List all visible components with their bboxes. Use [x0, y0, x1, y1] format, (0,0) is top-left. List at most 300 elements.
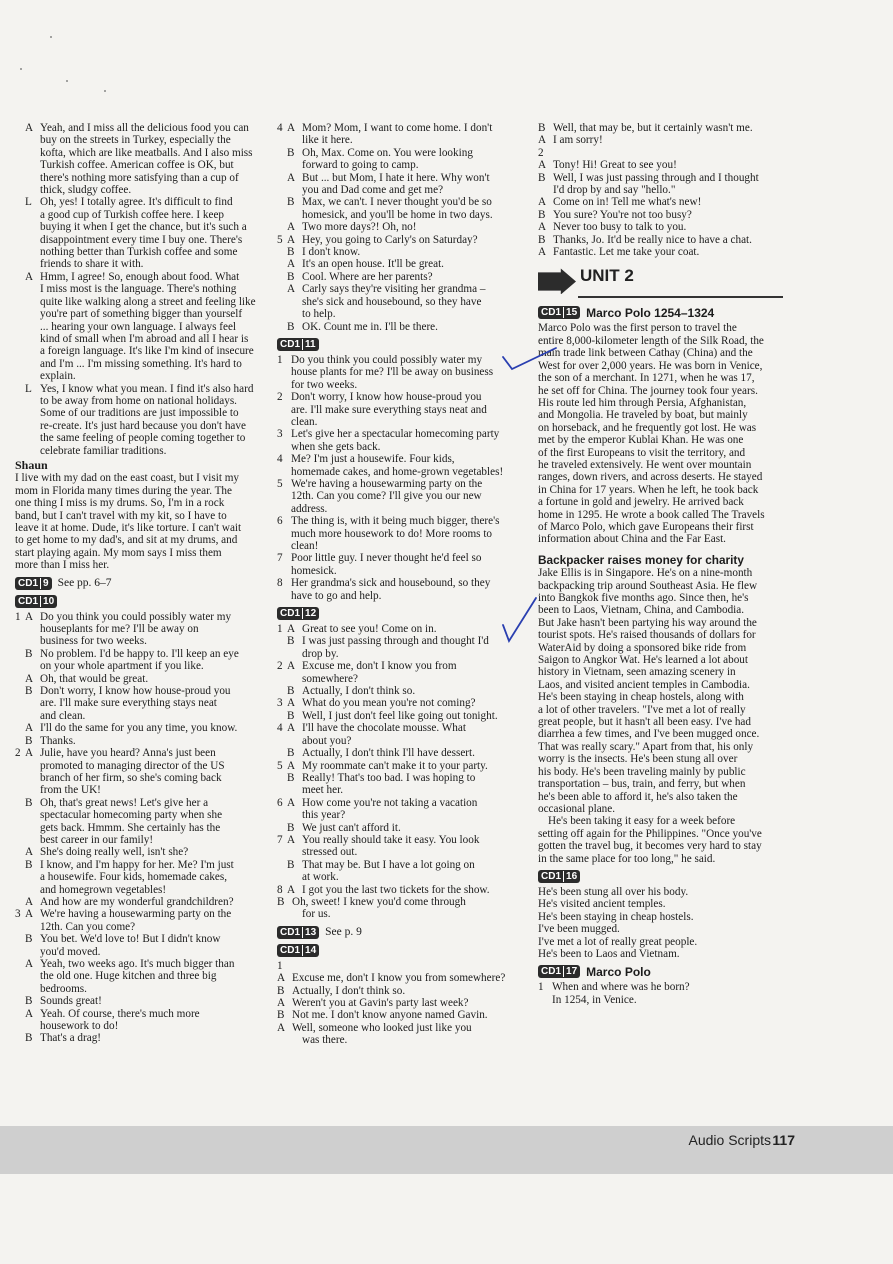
dialogue-line: [15, 1032, 262, 1044]
text-line: friends to share it with.: [40, 258, 144, 271]
text-line: business for two weeks.: [40, 635, 147, 648]
line-text: We just can't afford it.: [302, 821, 401, 834]
text-line: His route led him through Persia, Afghanistan,: [538, 396, 747, 409]
item-number-spacer: [277, 283, 287, 295]
text-line: transportation – bus, train, and ferry, but when: [538, 778, 746, 791]
text-line: into Bangkok five months ago. Since then, he's: [538, 592, 749, 604]
text-line: to help.: [302, 308, 336, 321]
track-number: 12: [305, 608, 317, 620]
dialogue-line: [277, 271, 525, 283]
text-line: gotten the travel bug, it becomes very hard to stay: [538, 840, 762, 853]
line-text: Poor little guy. I never thought he'd feel so: [291, 552, 482, 565]
dialogue-line: [277, 660, 525, 672]
text-line: are. I'll make sure everything stays neat: [40, 697, 217, 710]
line-text: Well, someone who looked just like you: [292, 1021, 472, 1034]
line-text: Excuse me, don't I know you from somewhere?: [292, 972, 506, 985]
speaker-label: B: [25, 933, 33, 946]
track-number: 14: [305, 944, 317, 956]
line-text: Actually, I don't think so.: [292, 984, 406, 997]
line-text: Do you think you could possibly water my: [40, 610, 232, 623]
text-line: I miss most is the language. There's nothing: [40, 283, 237, 296]
text-line: the same feeling of people coming together to: [40, 432, 246, 445]
track-heading: [277, 607, 525, 620]
item-number: 6: [277, 515, 283, 528]
line-text: Julie, have you heard? Anna's just been: [40, 747, 216, 760]
text-line: you and Dad come and get me?: [302, 184, 444, 197]
dialogue-line: [277, 884, 525, 896]
page-footer: [0, 1126, 893, 1174]
dialogue-line: [277, 172, 525, 184]
text-line: stressed out.: [302, 846, 358, 859]
dialogue-line: [15, 685, 262, 697]
text-line: homesick, and you'll be home in two days.: [302, 208, 493, 221]
dialogue-line: [538, 234, 783, 246]
item-number-spacer: [277, 147, 287, 159]
speaker-label: B: [287, 146, 295, 159]
text-line: ... hearing your own language. I always feel: [40, 320, 237, 333]
speaker-label: A: [25, 895, 34, 908]
text-line: on your whole apartment if you like.: [40, 660, 204, 673]
text-line: ranges, down rivers, and across deserts. He stayed: [538, 471, 763, 484]
text-line: I've met a lot of really great people.: [538, 935, 698, 948]
dialogue-line: [15, 995, 262, 1007]
text-line: have to go and help.: [291, 589, 382, 602]
text-line: He's been taking it easy for a week before: [548, 815, 736, 828]
speaker-label: B: [25, 796, 33, 809]
text-line: Jake Ellis is in Singapore. He's on a nine-month: [538, 567, 753, 580]
track-number: 10: [43, 595, 55, 607]
numbered-line: [277, 354, 525, 366]
speaker-label: B: [25, 995, 33, 1008]
dialogue-continuation: [538, 122, 783, 258]
dialogue-line: [277, 972, 525, 984]
numbered-line: [277, 478, 525, 490]
text-line: gets back. Hmmm. She certainly has the: [40, 821, 221, 834]
dialogue-line: [15, 383, 262, 395]
track-number: 11: [305, 338, 316, 350]
dialogue-line: [277, 258, 525, 270]
line-text: Oh, that would be great.: [40, 672, 149, 685]
speaker-label: A: [287, 660, 296, 673]
text-line: I'd drop by and say "hello.": [553, 184, 676, 197]
speaker-name: Shaun: [15, 457, 48, 472]
item-number-spacer: [15, 896, 25, 908]
text-line: disappointment every time I buy one. There's: [40, 233, 243, 246]
speaker-label: A: [538, 196, 547, 209]
dialogue-line: [15, 271, 262, 283]
text-line: one thing I miss is my drums. So, I'm in a rock: [15, 497, 225, 510]
text-line: for two weeks.: [291, 378, 358, 391]
cd-track-badge: [15, 595, 57, 608]
item-number-spacer: [277, 710, 287, 722]
unit-2-scripts: [538, 306, 783, 1006]
text-line: she's sick and housebound, so they have: [302, 295, 482, 308]
column-right: [538, 122, 783, 1006]
item-number-spacer: [277, 196, 287, 208]
text-line: kind of small when I'm abroad and all I hear is: [40, 332, 249, 345]
speaker-label: A: [538, 221, 547, 234]
text-line: a lot of other travelers. "I've met a lot of really: [538, 703, 746, 716]
line-text: Come on in! Tell me what's new!: [553, 196, 702, 209]
track-heading: [277, 944, 525, 957]
cd-label: CD1: [280, 944, 301, 956]
item-number-spacer: [15, 648, 25, 660]
text-line: was there.: [302, 1034, 348, 1047]
badge-divider: [302, 608, 303, 619]
text-line: drop by.: [302, 647, 339, 660]
text-line: entire 8,000-kilometer length of the Silk Road, the: [538, 334, 764, 347]
item-number: 1: [277, 353, 283, 366]
speaker-label: A: [277, 1021, 286, 1034]
line-text: Really! That's too bad. I was hoping to: [302, 771, 476, 784]
speaker-label: B: [287, 635, 295, 648]
cd-track-badge: [277, 944, 319, 957]
line-text: We're having a housewarming party on the: [291, 477, 483, 490]
dialogue-line: [277, 623, 525, 635]
text-line: That was really scary." Apart from that, his only: [538, 740, 754, 753]
text-line: buy on the streets in Turkey, especially the: [40, 134, 231, 147]
item-number-spacer: [277, 685, 287, 697]
dialogue-line: [15, 958, 262, 970]
dialogue-line: [277, 234, 525, 246]
text-line: re-create. It's just hard because you don't have: [40, 419, 246, 432]
line-text: OK. Count me in. I'll be there.: [302, 320, 438, 333]
text-line: houseplants for me? I'll be away on: [40, 623, 199, 636]
text-line: for us.: [302, 908, 331, 921]
column-left: [15, 122, 262, 1045]
text-line: In 1254, in Venice.: [552, 993, 637, 1006]
dialogue-line: [15, 196, 262, 208]
text-line: on horseback, and he frequently got lost. He was: [538, 421, 757, 434]
line-text: Don't worry, I know how house-proud you: [291, 391, 482, 404]
item-number: 2: [15, 747, 21, 760]
speaker-label: L: [25, 382, 32, 395]
badge-divider: [563, 871, 564, 882]
line-text: You bet. We'd love to! But I didn't know: [40, 933, 221, 946]
line-text: Actually, I don't think so.: [302, 685, 416, 698]
text-line: diarrhea a few times, and I've been mugged once.: [538, 728, 760, 741]
track-heading: [277, 926, 525, 939]
cd-track-badge: [277, 926, 319, 939]
text-line: promoted to managing director of the US: [40, 759, 225, 772]
cd-track-badge: [538, 965, 580, 978]
text-line: you're part of something bigger than yourself: [40, 308, 243, 321]
dialogue-line: [277, 772, 525, 784]
speaker-label: A: [287, 697, 296, 710]
dialogue-line: [538, 122, 783, 134]
text-line: thick, sludgy coffee.: [40, 184, 132, 197]
line-text: Oh, yes! I totally agree. It's difficult to find: [40, 196, 233, 209]
line-text: Actually, I don't think I'll have dessert.: [302, 747, 475, 760]
speaker-label: B: [287, 709, 295, 722]
dialogue-line: [277, 221, 525, 233]
item-number-spacer: [277, 271, 287, 283]
speaker-label: A: [287, 759, 296, 772]
speaker-label: A: [25, 722, 34, 735]
unit-heading: [538, 264, 783, 298]
section-title: Marco Polo: [586, 964, 651, 979]
text-line: and homegrown vegetables!: [40, 883, 167, 896]
item-number: 8: [277, 577, 283, 590]
text-line: celebrate familiar traditions.: [40, 444, 167, 457]
text-line: mom in Florida many times during the year. The: [15, 484, 232, 497]
line-text: When and where was he born?: [552, 981, 690, 994]
text-line: 12th. Can you come? I'll give you our new: [291, 490, 482, 503]
line-text: Oh, sweet! I knew you'd come through: [292, 895, 466, 908]
dialogue-line: [277, 1009, 525, 1021]
dialogue-line: [277, 1022, 525, 1034]
speaker-label: B: [287, 858, 295, 871]
dialogue-line: [277, 859, 525, 871]
dialogue-line: [277, 635, 525, 647]
text-line: Some of our traditions are just impossible to: [40, 407, 239, 420]
speaker-label: B: [287, 246, 295, 259]
line-text: Hmm, I agree! So, enough about food. What: [40, 270, 240, 283]
item-number-spacer: [15, 995, 25, 1007]
item-number: 6: [277, 796, 283, 809]
text-line: worry is the insects. He's been stung all over: [538, 753, 738, 766]
numbered-line: [538, 981, 783, 993]
text-line: when she gets back.: [291, 440, 381, 453]
line-text: Cool. Where are her parents?: [302, 270, 433, 283]
item-number-spacer: [277, 772, 287, 784]
text-line: of the first Europeans to visit the territory, and: [538, 446, 746, 459]
dialogue-line: [538, 246, 783, 258]
section-title: Marco Polo 1254–1324: [586, 305, 715, 320]
speaker-label: B: [25, 1032, 33, 1045]
item-number-spacer: [277, 221, 287, 233]
item-number: 5: [277, 233, 283, 246]
text-line: information about China and the Far East.: [538, 533, 726, 546]
text-line: and clean.: [40, 709, 86, 722]
speaker-label: A: [287, 623, 296, 636]
cd-label: CD1: [18, 577, 39, 589]
text-line: and I'm ... I'm missing something. It's hard to: [40, 357, 242, 370]
speaker-label: A: [25, 122, 34, 134]
text-line: the son of a merchant. In 1271, when he was 17,: [538, 372, 755, 385]
item-number-spacer: [15, 271, 25, 283]
text-line: bedrooms.: [40, 982, 87, 995]
text-line: he's been able to afford it, he's also taken the: [538, 790, 738, 803]
line-text: Oh, Max. Come on. You were looking: [302, 146, 473, 159]
badge-divider: [563, 966, 564, 977]
numbered-line: [277, 515, 525, 527]
line-text: Fantastic. Let me take your coat.: [553, 246, 700, 259]
speaker-label: B: [277, 984, 285, 997]
item-number-spacer: [15, 797, 25, 809]
item-number: 3: [277, 428, 283, 441]
speaker-label: B: [287, 270, 295, 283]
dialogue-line: [277, 747, 525, 759]
track-heading: [277, 338, 525, 351]
dialogue-line: [277, 147, 525, 159]
text-line: to be away from home on national holidays.: [40, 394, 237, 407]
line-text: I got you the last two tickets for the show.: [302, 883, 490, 896]
speaker-label: B: [25, 734, 33, 747]
line-text: Her grandma's sick and housebound, so they: [291, 577, 491, 590]
text-line: in China for 17 years. When he left, he took back: [538, 483, 759, 496]
speaker-label: B: [277, 895, 285, 908]
paper-speck: [50, 36, 52, 38]
badge-divider: [302, 945, 303, 956]
text-line: much more housework to do! More rooms to: [291, 527, 493, 540]
dialogue-line: [15, 896, 262, 908]
speaker-label: A: [25, 958, 34, 970]
item-number-spacer: [15, 722, 25, 734]
speaker-label: A: [287, 221, 296, 234]
item-number-spacer: [15, 122, 25, 134]
speaker-label: B: [287, 747, 295, 760]
dialogue-line: [15, 933, 262, 945]
cd-note: See p. 9: [325, 926, 362, 939]
text-line: backpacking trip around Southeast Asia. He flew: [538, 579, 758, 592]
line-text: I am sorry!: [553, 134, 603, 147]
line-text: Don't worry, I know how house-proud you: [40, 685, 231, 698]
dialogue-line: [277, 196, 525, 208]
text-line: at work.: [302, 871, 339, 884]
line-text: Oh, that's great news! Let's give her a: [40, 796, 209, 809]
cd-label: CD1: [280, 338, 301, 350]
text-line: kofta, which are like meatballs. And I also miss: [40, 146, 253, 159]
speaker-label: B: [25, 647, 33, 660]
text-line: But Jake hasn't been partying his way around the: [538, 616, 757, 629]
item-number-spacer: [15, 196, 25, 208]
item-number: 4: [277, 453, 283, 466]
line-text: Carly says they're visiting her grandma –: [302, 283, 486, 296]
speaker-label: A: [538, 159, 547, 172]
track-heading: [15, 577, 262, 590]
track-number: 13: [305, 926, 317, 938]
text-line: you'd moved.: [40, 945, 101, 958]
cd-label: CD1: [18, 595, 39, 607]
item-number-spacer: [15, 846, 25, 858]
text-line: house plants for me? I'll be away on business: [291, 366, 494, 379]
speaker-label: A: [277, 997, 286, 1009]
text-line: West for over 2,000 years. He was born in Venice,: [538, 359, 763, 372]
text-line: quite like walking along a street and feeling like: [40, 295, 256, 308]
dialogue-line: [277, 985, 525, 997]
item-number: 8: [277, 883, 283, 896]
speaker-label: A: [287, 283, 296, 296]
speaker-label: B: [287, 320, 295, 333]
speaker-label: B: [287, 196, 295, 209]
dialogue-line: [538, 209, 783, 221]
line-text: Tony! Hi! Great to see you!: [553, 159, 677, 172]
speaker-label: B: [538, 171, 546, 184]
text-line: I've been mugged.: [538, 923, 620, 936]
track-heading: [538, 965, 783, 978]
speaker-label: A: [287, 258, 296, 271]
line-text: Well, that may be, but it certainly wasn't me.: [553, 122, 753, 134]
line-text: I was just passing through and thought I'd: [302, 635, 489, 648]
dialogue-line: [277, 722, 525, 734]
text-line: Turkish coffee. American coffee is OK, but: [40, 159, 234, 172]
text-line: occasional plane.: [538, 802, 616, 815]
speaker-label: B: [25, 685, 33, 698]
line-text: And how are my wonderful grandchildren?: [40, 895, 234, 908]
line-text: Yeah, and I miss all the delicious food you can: [40, 122, 249, 134]
speaker-label: A: [287, 883, 296, 896]
text-line: about you?: [302, 734, 352, 747]
item-number: 5: [277, 759, 283, 772]
cd-track-badge: [277, 338, 319, 351]
line-text: That may be. But I have a lot going on: [302, 858, 475, 871]
numbered-line: [277, 577, 525, 589]
speaker-label: A: [287, 171, 296, 184]
dialogue-line: [15, 846, 262, 858]
text-line: meet her.: [302, 784, 344, 797]
text-line: 12th. Can you come?: [40, 920, 136, 933]
dialogue-line: [15, 673, 262, 685]
item-number: 1: [15, 610, 21, 623]
dialogue-line: [15, 747, 262, 759]
text-line: home in 1295. He wrote a book called The Travels: [538, 508, 765, 521]
line-text: She's doing really well, isn't she?: [40, 846, 189, 859]
line-text: No problem. I'd be happy to. I'll keep an eye: [40, 647, 239, 660]
line-text: Hey, you going to Carly's on Saturday?: [302, 233, 478, 246]
speaker-label: A: [287, 122, 296, 134]
line-text: I don't know.: [302, 246, 361, 259]
text-line: met by the emperor Kublai Khan. He was one: [538, 434, 744, 447]
text-line: a housewife. Four kids, homemade cakes,: [40, 871, 228, 884]
unit-label: UNIT 2: [580, 266, 634, 286]
line-text: I'll do the same for you any time, you know.: [40, 722, 238, 735]
text-line: nothing better than Turkish coffee and some: [40, 246, 238, 259]
line-text: Yeah, two weeks ago. It's much bigger than: [40, 958, 235, 970]
unit-rule: [578, 296, 783, 298]
text-line: forward to going to camp.: [302, 159, 419, 172]
dialogue-line: [277, 797, 525, 809]
line-text: Sounds great!: [40, 995, 102, 1008]
text-line: buying it when I get the chance, but it's such a: [40, 221, 247, 234]
line-text: I'll have the chocolate mousse. What: [302, 722, 466, 735]
track-number: 15: [566, 307, 578, 319]
text-line: clean!: [291, 540, 319, 552]
item-number-spacer: [277, 859, 287, 871]
numbered-line: [277, 428, 525, 440]
cd-track-badge: [277, 607, 319, 620]
line-text: My roommate can't make it to your party.: [302, 759, 488, 772]
line-text: Well, I just don't feel like going out tonight.: [302, 709, 498, 722]
dialogue-line: [277, 710, 525, 722]
text-line: leave it at home. Dude, it's like torture. I can't wait: [15, 522, 242, 534]
item-number: 3: [15, 908, 21, 921]
text-line: clean.: [291, 415, 318, 428]
item-number-spacer: [15, 1032, 25, 1044]
dialogue-line: [15, 797, 262, 809]
dialogue-line: [277, 246, 525, 258]
line-text: How come you're not taking a vacation: [302, 796, 478, 809]
speaker-label: A: [538, 134, 547, 147]
line-text: But ... but Mom, I hate it here. Why won't: [302, 171, 490, 184]
track-number: 16: [566, 870, 578, 882]
text-line: of Marco Polo, which gave Europeans their first: [538, 520, 754, 533]
text-line: he set off for China. The journey took four years.: [538, 384, 758, 397]
cd-label: CD1: [280, 608, 301, 620]
spacer: [538, 546, 783, 552]
column-middle: [277, 122, 525, 1047]
text-line: homemade cakes, and home-grown vegetables!: [291, 465, 504, 478]
item-number-spacer: [15, 1008, 25, 1020]
speaker-label: L: [25, 196, 32, 209]
dialogue-line: [538, 134, 783, 146]
text-line: start playing again. My mom says I miss them: [15, 546, 222, 559]
text-line: Marco Polo was the first person to travel the: [538, 322, 737, 335]
text-line: been to Laos, Vietnam, China, and Cambodia.: [538, 604, 745, 617]
text-line: from the UK!: [40, 784, 101, 797]
dialogue-line: [15, 1008, 262, 1020]
numbered-line: [277, 552, 525, 564]
